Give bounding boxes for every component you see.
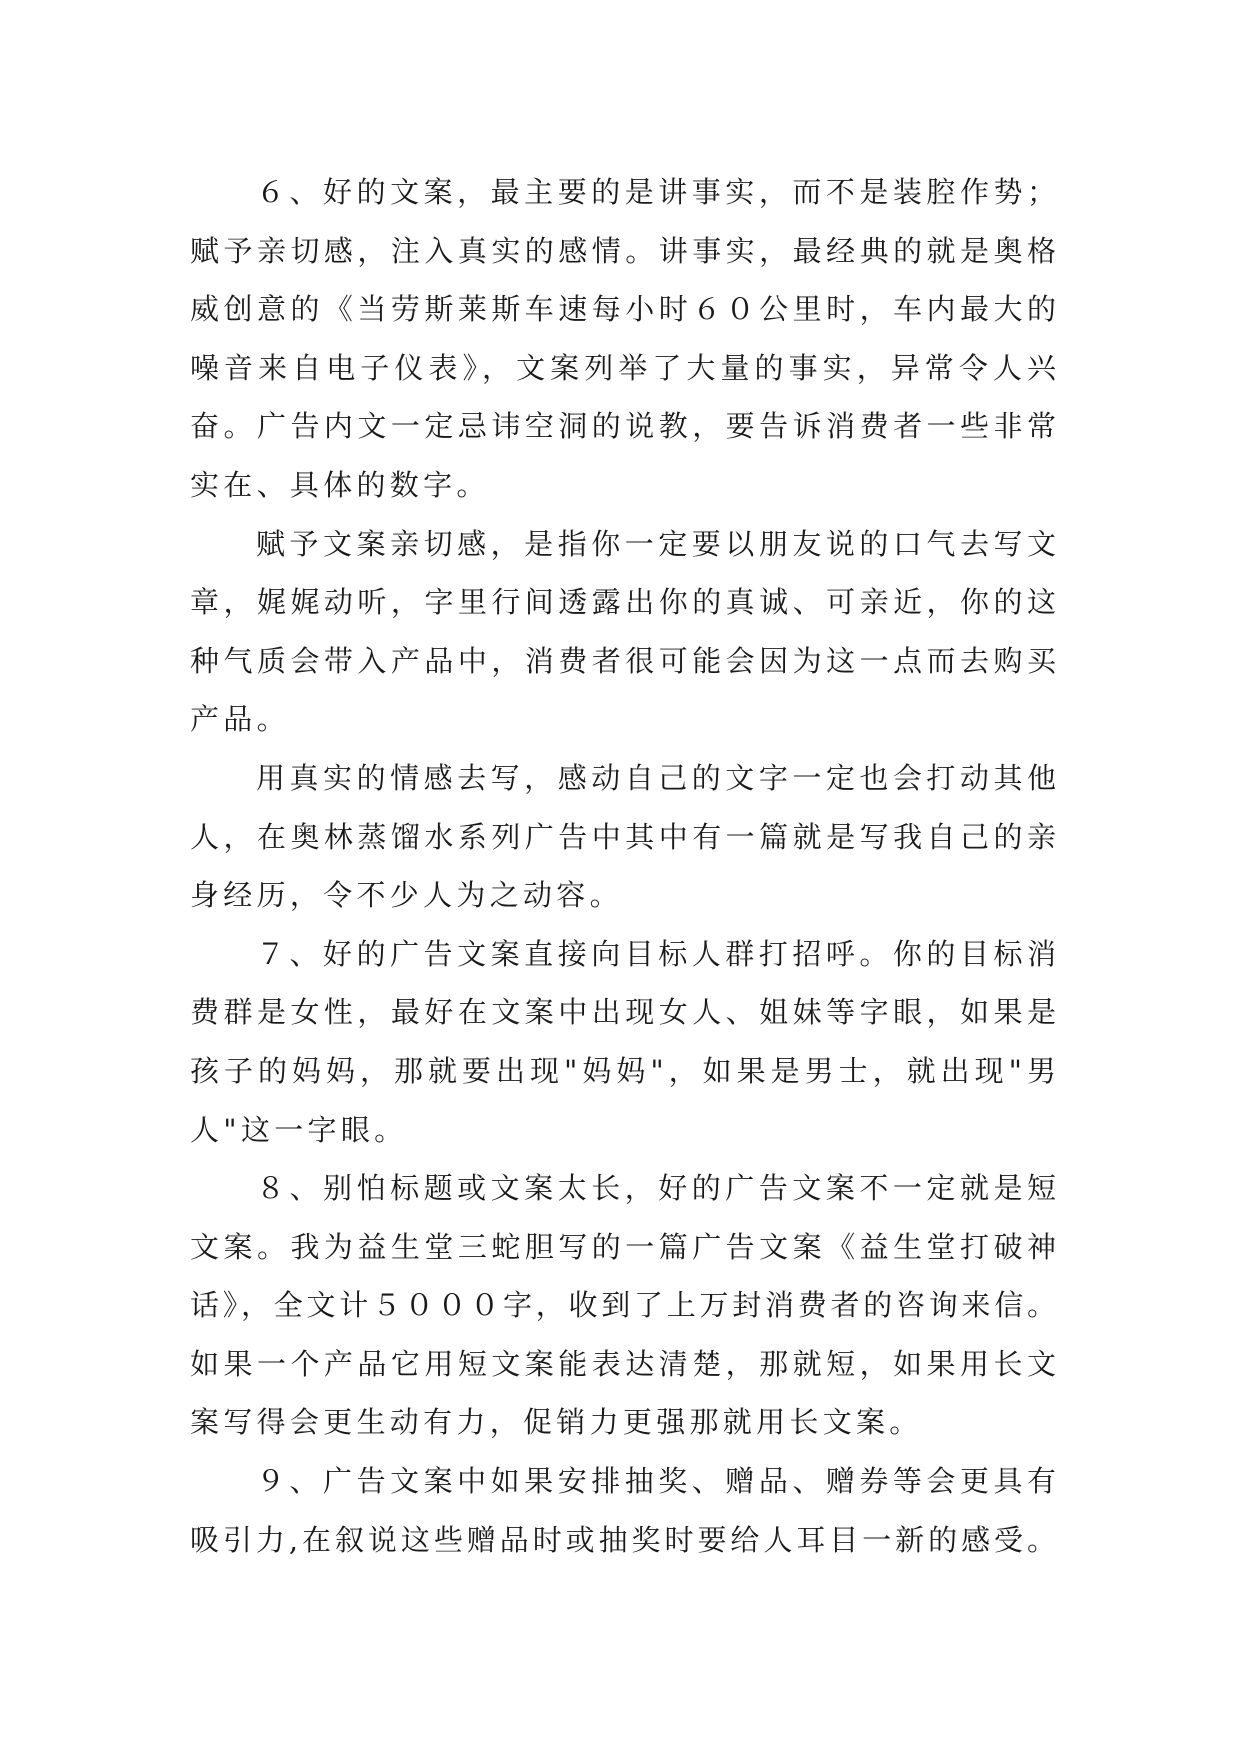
paragraph-point-7: [190, 925, 1056, 1159]
text-line: ７、好的广告文案直接向目标人群打招呼。你的目标消: [256, 936, 1056, 971]
text-line: ８、别怕标题或文案太长，好的广告文案不一定就是短: [256, 1171, 1056, 1206]
text-line: 种气质会带入产品中，消费者很可能会因为这一点而去购买: [190, 643, 1056, 678]
text-line: 孩子的妈妈，那就要出现"妈妈"，如果是男士，就出现"男: [190, 1053, 1056, 1088]
text-line: 赋予亲切感，注入真实的感情。讲事实，最经典的就是奥格: [190, 233, 1056, 268]
paragraph-point-6: [190, 163, 1056, 515]
text-line: 奋。广告内文一定忌讳空洞的说教，要告诉消费者一些非常: [190, 409, 1056, 444]
text-line: 赋予文案亲切感，是指你一定要以朋友说的口气去写文: [256, 526, 1056, 561]
text-line: 话》，全文计５０００字，收到了上万封消费者的咨询来信。: [190, 1288, 1056, 1323]
text-line: 威创意的《当劳斯莱斯车速每小时６０公里时，车内最大的: [190, 292, 1056, 327]
text-line: 案写得会更生动有力，促销力更强那就用长文案。: [190, 1405, 923, 1440]
paragraph-real-emotion: [190, 749, 1056, 925]
paragraph-point-9: [190, 1452, 1056, 1569]
text-line: 吸引力,在叙说这些赠品时或抽奖时要给人耳目一新的感受。: [190, 1522, 1056, 1557]
text-line: 身经历，令不少人为之动容。: [190, 878, 623, 913]
text-line: 人，在奥林蒸馏水系列广告中其中有一篇就是写我自己的亲: [190, 819, 1056, 854]
text-line: 用真实的情感去写，感动自己的文字一定也会打动其他: [256, 760, 1056, 795]
text-line: 实在、具体的数字。: [190, 467, 490, 502]
text-line: 费群是女性，最好在文案中出现女人、姐妹等字眼，如果是: [190, 995, 1056, 1030]
text-line: 噪音来自电子仪表》，文案列举了大量的事实，异常令人兴: [190, 350, 1056, 385]
paragraph-point-8: [190, 1159, 1056, 1452]
document-body: [190, 163, 1056, 1569]
text-line: 章，娓娓动听，字里行间透露出你的真诚、可亲近，你的这: [190, 585, 1056, 620]
text-line: 人"这一字眼。: [190, 1112, 408, 1147]
text-line: 产品。: [190, 702, 290, 737]
paragraph-intimacy: [190, 515, 1056, 749]
text-line: ９、广告文案中如果安排抽奖、赠品、赠券等会更具有: [256, 1464, 1056, 1499]
text-line: ６、好的文案，最主要的是讲事实，而不是装腔作势；: [256, 175, 1056, 209]
text-line: 文案。我为益生堂三蛇胆写的一篇广告文案《益生堂打破神: [190, 1229, 1056, 1264]
text-line: 如果一个产品它用短文案能表达清楚，那就短，如果用长文: [190, 1346, 1056, 1381]
